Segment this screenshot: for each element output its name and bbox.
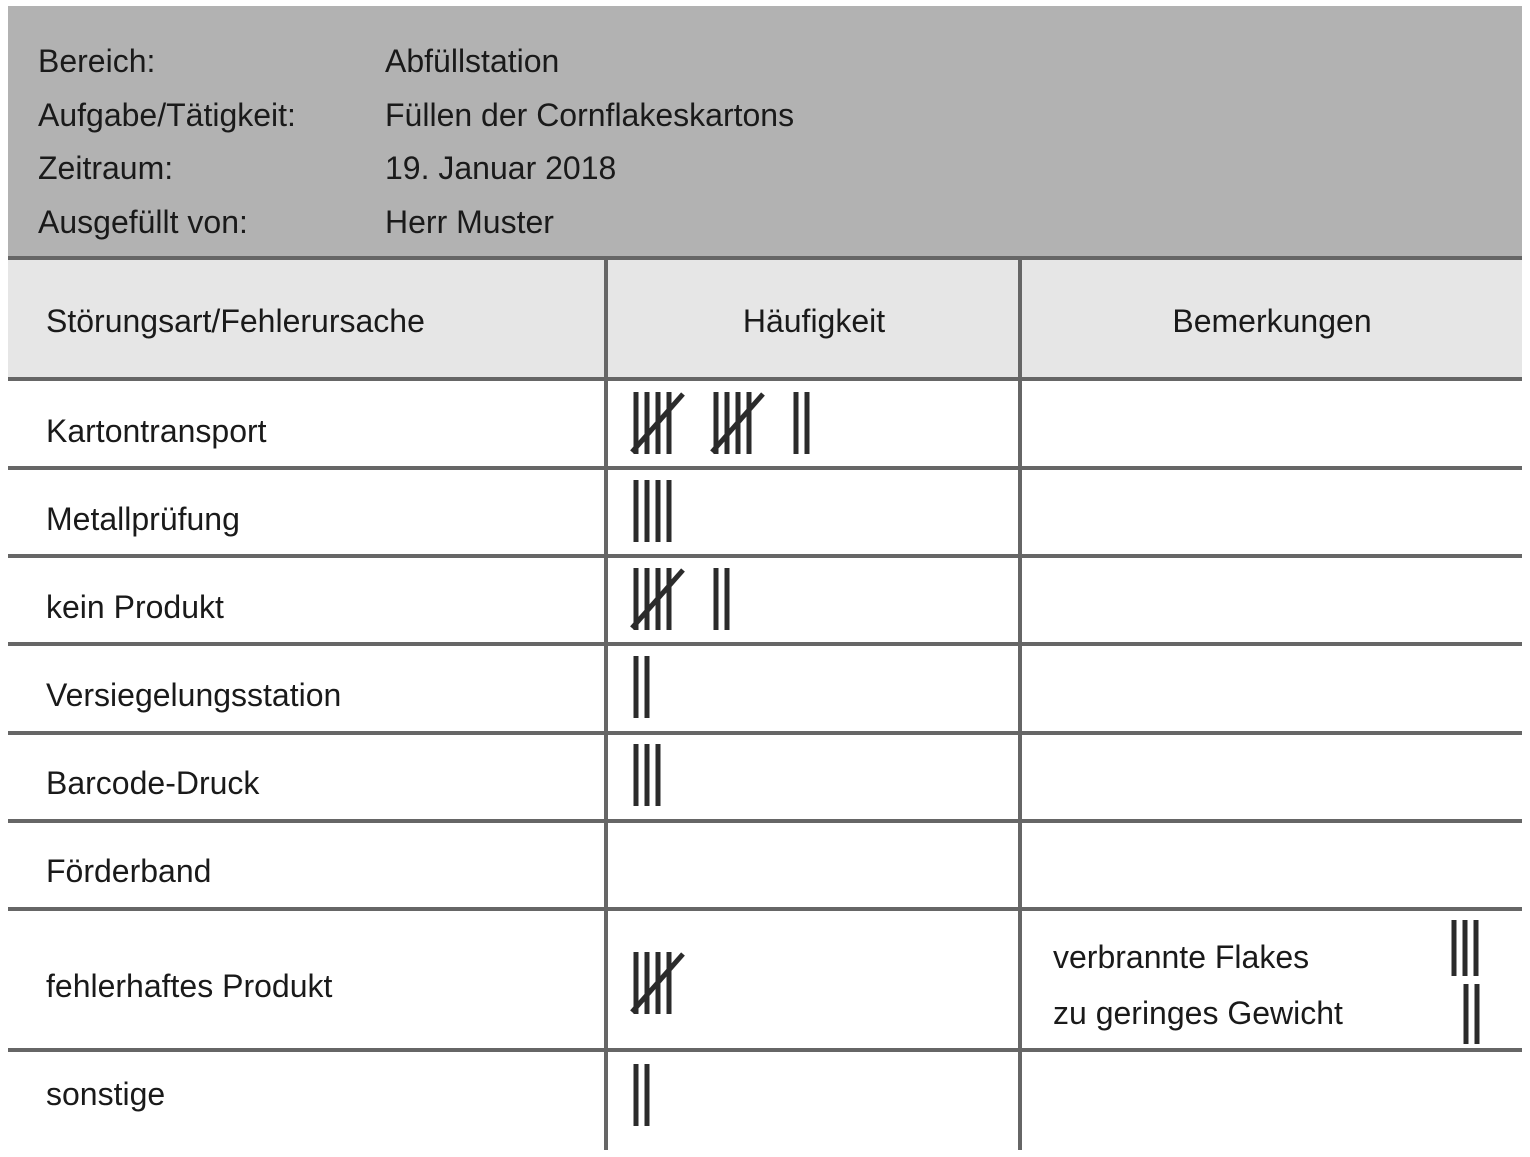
tally-marks bbox=[628, 740, 1008, 812]
remark-text: zu geringes Gewicht bbox=[1053, 995, 1343, 1031]
table-rule bbox=[8, 1048, 1522, 1052]
header-value: Herr Muster bbox=[385, 204, 554, 240]
tally-marks bbox=[628, 652, 1008, 724]
header-label: Aufgabe/Tätigkeit: bbox=[38, 97, 296, 133]
tally-marks bbox=[628, 828, 1008, 900]
header-value: 19. Januar 2018 bbox=[385, 150, 617, 186]
header-value: Abfüllstation bbox=[385, 43, 560, 79]
table-rule bbox=[8, 554, 1522, 558]
table-rule bbox=[8, 642, 1522, 646]
table-rule bbox=[8, 907, 1522, 911]
table-rule bbox=[8, 377, 1522, 381]
table-rule bbox=[8, 819, 1522, 823]
table-rule bbox=[8, 256, 1522, 260]
row-category: Kartontransport bbox=[46, 413, 267, 449]
row-category: kein Produkt bbox=[46, 589, 224, 625]
tally-marks bbox=[628, 1060, 1008, 1132]
row-category: fehlerhaftes Produkt bbox=[46, 968, 333, 1004]
tally-marks bbox=[628, 388, 1008, 460]
table-rule bbox=[8, 731, 1522, 735]
row-category: sonstige bbox=[46, 1076, 166, 1112]
row-category: Metallprüfung bbox=[46, 501, 240, 537]
column-header-remarks: Bemerkungen bbox=[1172, 303, 1372, 339]
column-header-cause: Störungsart/Fehlerursache bbox=[46, 303, 425, 339]
tally-marks bbox=[1446, 916, 1506, 978]
tally-marks bbox=[1458, 980, 1498, 1046]
tally-marks bbox=[628, 564, 1008, 636]
row-category: Förderband bbox=[46, 853, 212, 889]
header-label: Zeitraum: bbox=[38, 150, 174, 186]
column-divider bbox=[604, 260, 608, 1150]
header-label: Ausgefüllt von: bbox=[38, 204, 248, 240]
tally-marks bbox=[628, 476, 1008, 548]
header-label: Bereich: bbox=[38, 43, 156, 79]
column-divider bbox=[1018, 260, 1022, 1150]
table-rule bbox=[8, 466, 1522, 470]
remark-text: verbrannte Flakes bbox=[1053, 939, 1310, 975]
row-category: Versiegelungsstation bbox=[46, 677, 342, 713]
header-value: Füllen der Cornflakeskartons bbox=[385, 97, 795, 133]
row-category: Barcode-Druck bbox=[46, 765, 260, 801]
tally-marks bbox=[628, 948, 1008, 1020]
column-header-frequency: Häufigkeit bbox=[742, 303, 886, 339]
